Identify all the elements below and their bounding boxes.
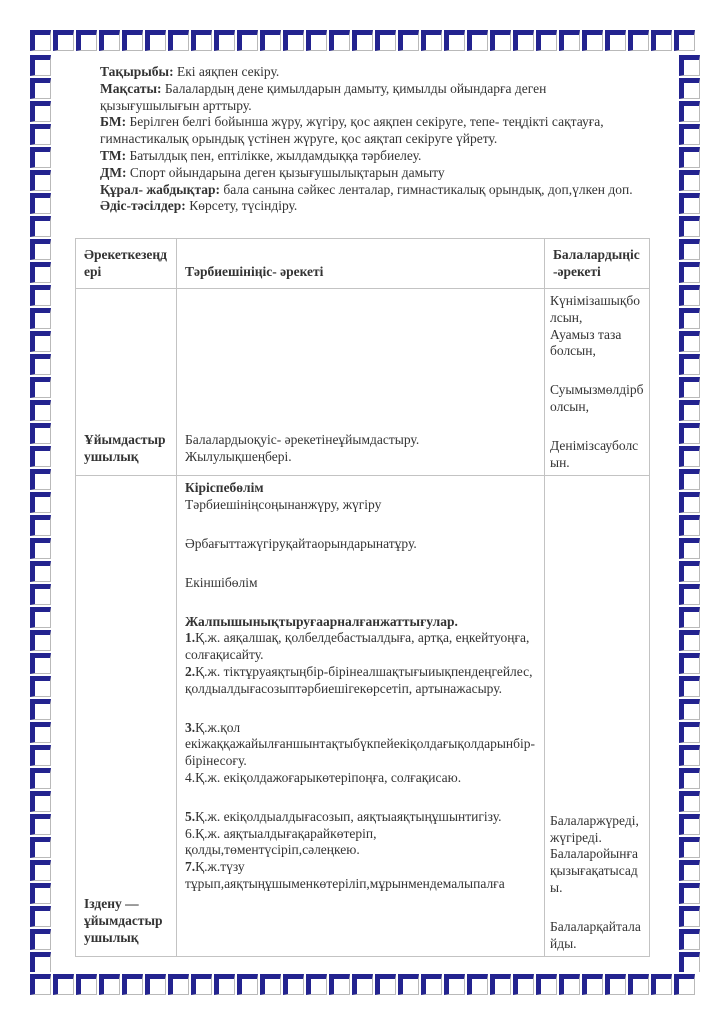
paragraph [185, 809, 536, 826]
border-ornament-icon [30, 814, 51, 835]
paragraph [185, 480, 536, 497]
paragraph [185, 664, 536, 698]
border-ornament-icon [679, 262, 700, 283]
border-ornament-icon [679, 791, 700, 812]
border-ornament-icon [122, 974, 143, 995]
border-ornament-icon [513, 30, 534, 51]
border-ornament-icon [679, 676, 700, 697]
border-ornament-icon [398, 974, 419, 995]
column-header-stage: Әрекеткезеңдері [76, 239, 177, 289]
border-ornament-icon [191, 30, 212, 51]
border-ornament-icon [214, 30, 235, 51]
paragraph-text: Қ.ж. екіқолдыалдығасозып, аяқтыаяқтыңұшынтигізу. [195, 808, 502, 824]
paragraph-text: 6.Қ.ж. аяқтыалдығақарайкөтеріп, қолды,төментүсіріп,сәлеңкею. [185, 825, 377, 858]
paragraph-text: Жылулықшеңбері. [185, 448, 292, 464]
paragraph [185, 432, 536, 449]
border-ornament-icon [168, 974, 189, 995]
border-ornament-icon [76, 974, 97, 995]
teacher-action-cell [177, 476, 545, 957]
paragraph [185, 859, 536, 893]
border-ornament-icon [444, 30, 465, 51]
paragraph-text: Ауамыз таза болсын, [550, 326, 622, 359]
border-ornament-icon [30, 515, 51, 536]
border-ornament-icon [679, 147, 700, 168]
border-ornament-icon [30, 377, 51, 398]
border-ornament-icon [679, 354, 700, 375]
border-ornament-icon [191, 974, 212, 995]
border-ornament-icon [53, 30, 74, 51]
border-ornament-icon [30, 147, 51, 168]
border-ornament-icon [679, 768, 700, 789]
paragraph-text: Балалардыоқуіс- әрекетінеұйымдастыру. [185, 431, 420, 447]
border-ornament-icon [30, 193, 51, 214]
border-ornament-icon [30, 400, 51, 421]
border-ornament-icon [30, 653, 51, 674]
border-ornament-icon [679, 515, 700, 536]
paragraph-text: Күнімізашықболсын, [550, 293, 640, 325]
paragraph-lead: 1. [185, 630, 196, 646]
page-border-right [679, 55, 702, 972]
paragraph-text: Балаларойынғақызығақатысады. [550, 846, 638, 895]
page-border-top [30, 30, 702, 53]
border-ornament-icon [679, 216, 700, 237]
border-ornament-icon [679, 860, 700, 881]
border-ornament-icon [99, 974, 120, 995]
border-ornament-icon [679, 722, 700, 743]
paragraph-lead: 7. [185, 859, 196, 875]
border-ornament-icon [679, 446, 700, 467]
border-ornament-icon [30, 354, 51, 375]
border-ornament-icon [145, 30, 166, 51]
stage-cell: Іздену — ұйымдастырушылық [76, 476, 177, 957]
border-ornament-icon [679, 883, 700, 904]
border-ornament-icon [375, 30, 396, 51]
paragraph-text: Көрсету, түсіндіру. [185, 198, 298, 214]
paragraph-text: бала санына сәйкес ленталар, гимнастикалық орындық, доп,үлкен доп. [220, 181, 633, 197]
border-ornament-icon [352, 974, 373, 995]
border-ornament-icon [306, 974, 327, 995]
border-ornament-icon [679, 952, 700, 972]
table-row [76, 289, 650, 476]
teacher-action-cell [177, 289, 545, 476]
border-ornament-icon [76, 30, 97, 51]
paragraph [100, 148, 646, 165]
paragraph [550, 327, 644, 361]
border-ornament-icon [679, 607, 700, 628]
border-ornament-icon [30, 952, 51, 972]
children-action-cell [545, 289, 650, 476]
border-ornament-icon [30, 331, 51, 352]
paragraph-lead: Құрал- жабдықтар: [100, 181, 221, 197]
border-ornament-icon [30, 722, 51, 743]
border-ornament-icon [679, 423, 700, 444]
paragraph [100, 198, 646, 215]
border-ornament-icon [30, 216, 51, 237]
border-ornament-icon [605, 974, 626, 995]
paragraph [550, 846, 644, 896]
border-ornament-icon [99, 30, 120, 51]
column-header-children-action: Балалардыңіс-әрекеті [545, 239, 650, 289]
border-ornament-icon [30, 538, 51, 559]
border-ornament-icon [30, 929, 51, 950]
paragraph [185, 449, 536, 466]
border-ornament-icon [444, 974, 465, 995]
border-ornament-icon [679, 906, 700, 927]
border-ornament-icon [679, 124, 700, 145]
paragraph-text: Кіріспебөлім [185, 480, 264, 496]
border-ornament-icon [605, 30, 626, 51]
paragraph-text: Екі аяқпен секіру. [173, 64, 280, 79]
border-ornament-icon [679, 101, 700, 122]
border-ornament-icon [582, 30, 603, 51]
paragraph [185, 575, 536, 592]
border-ornament-icon [30, 469, 51, 490]
page-border-bottom [30, 974, 702, 997]
border-ornament-icon [30, 699, 51, 720]
paragraph-lead: Тақырыбы: [100, 64, 174, 79]
paragraph-text: Екіншібөлім [185, 574, 258, 590]
paragraph-text: Берілген белгі бойынша жүру, жүгіру, қос аяқпен секіруге, тепе- теңдікті сақтауға, гимнастикалық орындық үстінен жүруге, қос аяқтап секіруге үйрету. [100, 114, 604, 147]
paragraph-text: Батылдық пен, ептілікке, жылдамдыққа тәрбиелеу. [126, 147, 422, 163]
border-ornament-icon [467, 974, 488, 995]
paragraph [185, 826, 536, 860]
paragraph-text: Денімізсауболсын. [550, 437, 639, 470]
border-ornament-icon [559, 974, 580, 995]
border-ornament-icon [679, 745, 700, 766]
border-ornament-icon [679, 837, 700, 858]
paragraph-text: Жалпышынықтыруғаарналғанжаттығулар. [185, 613, 458, 629]
border-ornament-icon [536, 974, 557, 995]
border-ornament-icon [30, 78, 51, 99]
paragraph [100, 165, 646, 182]
border-ornament-icon [679, 377, 700, 398]
border-ornament-icon [421, 30, 442, 51]
border-ornament-icon [679, 78, 700, 99]
border-ornament-icon [30, 837, 51, 858]
border-ornament-icon [674, 974, 695, 995]
table-row [76, 476, 650, 957]
paragraph-lead: 2. [185, 663, 196, 679]
border-ornament-icon [467, 30, 488, 51]
lesson-plan-table [75, 238, 650, 957]
paragraph-text: Балаларқайталайды. [550, 918, 641, 951]
paragraph [550, 919, 644, 953]
paragraph-text: Балаларжүреді, жүгіреді. [550, 812, 639, 845]
paragraph [100, 81, 646, 115]
border-ornament-icon [679, 400, 700, 421]
border-ornament-icon [352, 30, 373, 51]
paragraph-text: Қ.ж.қол екіжаққажайылғаншынтақтыбүкпейекіқолдағықолдарынбір-бірінесоғу. [185, 719, 536, 769]
paragraph [185, 630, 536, 664]
border-ornament-icon [237, 30, 258, 51]
lesson-header-block [100, 64, 646, 215]
border-ornament-icon [30, 101, 51, 122]
border-ornament-icon [30, 630, 51, 651]
border-ornament-icon [398, 30, 419, 51]
border-ornament-icon [30, 974, 51, 995]
paragraph [100, 182, 646, 199]
border-ornament-icon [679, 285, 700, 306]
border-ornament-icon [421, 974, 442, 995]
border-ornament-icon [30, 492, 51, 513]
border-ornament-icon [30, 446, 51, 467]
paragraph-text: 4.Қ.ж. екіқолдажоғарыкөтеріпоңға, солғақисаю. [185, 769, 462, 785]
table-header-row [76, 239, 650, 289]
paragraph [100, 64, 646, 81]
border-ornament-icon [260, 30, 281, 51]
paragraph [185, 720, 536, 770]
paragraph [550, 438, 644, 472]
border-ornament-icon [30, 30, 51, 51]
border-ornament-icon [679, 308, 700, 329]
paragraph-text: Қ.ж. тіктұруаяқтыңбір-бірінеалшақтығыиықпендеңгейлес, қолдыалдығасозыптәрбиешігекөрсетіп, артынажасыру. [185, 663, 533, 696]
paragraph [185, 497, 536, 514]
border-ornament-icon [679, 239, 700, 260]
border-ornament-icon [679, 584, 700, 605]
border-ornament-icon [651, 974, 672, 995]
paragraph-lead: БМ: [100, 114, 127, 130]
border-ornament-icon [490, 30, 511, 51]
paragraph-text: Әрбағыттажүгіруқайтаорындарынатұру. [185, 535, 417, 551]
border-ornament-icon [30, 860, 51, 881]
border-ornament-icon [679, 561, 700, 582]
paragraph-lead: ТМ: [100, 147, 127, 163]
border-ornament-icon [30, 239, 51, 260]
paragraph-lead: Әдіс-тәсілдер: [100, 198, 186, 214]
children-action-cell [545, 476, 650, 957]
border-ornament-icon [30, 584, 51, 605]
paragraph-text: Қ.ж.түзу тұрып,аяқтыңұшыменкөтеріліп,мұрынмендемалыпалға [185, 859, 505, 891]
border-ornament-icon [283, 30, 304, 51]
border-ornament-icon [679, 699, 700, 720]
paragraph-text: Суымызмөлдірболсын, [550, 382, 644, 414]
border-ornament-icon [679, 630, 700, 651]
border-ornament-icon [559, 30, 580, 51]
paragraph [185, 770, 536, 787]
border-ornament-icon [214, 974, 235, 995]
border-ornament-icon [30, 308, 51, 329]
column-header-teacher-action: Тәрбиешініңіс- әрекеті [177, 239, 545, 289]
border-ornament-icon [490, 974, 511, 995]
border-ornament-icon [679, 492, 700, 513]
border-ornament-icon [30, 170, 51, 191]
paragraph-lead: 5. [185, 808, 196, 824]
border-ornament-icon [30, 262, 51, 283]
border-ornament-icon [513, 974, 534, 995]
border-ornament-icon [30, 768, 51, 789]
border-ornament-icon [329, 974, 350, 995]
page-border-left [30, 55, 53, 972]
border-ornament-icon [237, 974, 258, 995]
paragraph [550, 813, 644, 847]
border-ornament-icon [30, 883, 51, 904]
border-ornament-icon [679, 170, 700, 191]
border-ornament-icon [30, 423, 51, 444]
lesson-plan-table-wrap [75, 238, 649, 957]
border-ornament-icon [375, 974, 396, 995]
border-ornament-icon [628, 974, 649, 995]
border-ornament-icon [260, 974, 281, 995]
border-ornament-icon [30, 285, 51, 306]
border-ornament-icon [329, 30, 350, 51]
border-ornament-icon [30, 791, 51, 812]
border-ornament-icon [30, 55, 51, 76]
border-ornament-icon [30, 124, 51, 145]
paragraph [550, 382, 644, 416]
border-ornament-icon [536, 30, 557, 51]
border-ornament-icon [628, 30, 649, 51]
paragraph-text: Спорт ойындарына деген қызығушылықтарын дамыту [126, 164, 445, 180]
border-ornament-icon [679, 469, 700, 490]
border-ornament-icon [30, 745, 51, 766]
border-ornament-icon [168, 30, 189, 51]
border-ornament-icon [30, 676, 51, 697]
paragraph-lead: ДМ: [100, 164, 127, 180]
paragraph [185, 614, 536, 631]
border-ornament-icon [53, 974, 74, 995]
border-ornament-icon [679, 331, 700, 352]
paragraph-text: Қ.ж. аяқалшақ, қолбелдебастыалдыға, артқа, еңкейтуоңға, солғақисайту. [185, 630, 530, 663]
paragraph-lead: Мақсаты: [100, 80, 162, 96]
border-ornament-icon [122, 30, 143, 51]
border-ornament-icon [674, 30, 695, 51]
border-ornament-icon [30, 906, 51, 927]
paragraph [550, 293, 644, 327]
border-ornament-icon [30, 561, 51, 582]
border-ornament-icon [679, 538, 700, 559]
border-ornament-icon [679, 653, 700, 674]
stage-cell: Ұйымдастырушылық [76, 289, 177, 476]
border-ornament-icon [651, 30, 672, 51]
paragraph [185, 536, 536, 553]
border-ornament-icon [679, 193, 700, 214]
border-ornament-icon [679, 814, 700, 835]
paragraph-lead: 3. [185, 719, 196, 735]
paragraph [100, 114, 646, 148]
border-ornament-icon [306, 30, 327, 51]
border-ornament-icon [283, 974, 304, 995]
border-ornament-icon [679, 55, 700, 76]
border-ornament-icon [679, 929, 700, 950]
paragraph-text: Тәрбиешініңсоңынанжүру, жүгіру [185, 497, 382, 513]
border-ornament-icon [582, 974, 603, 995]
border-ornament-icon [30, 607, 51, 628]
paragraph-text: Балалардың дене қимылдарын дамыту, қимылды ойындарға деген қызығушылығын арттыру. [100, 80, 547, 113]
border-ornament-icon [145, 974, 166, 995]
